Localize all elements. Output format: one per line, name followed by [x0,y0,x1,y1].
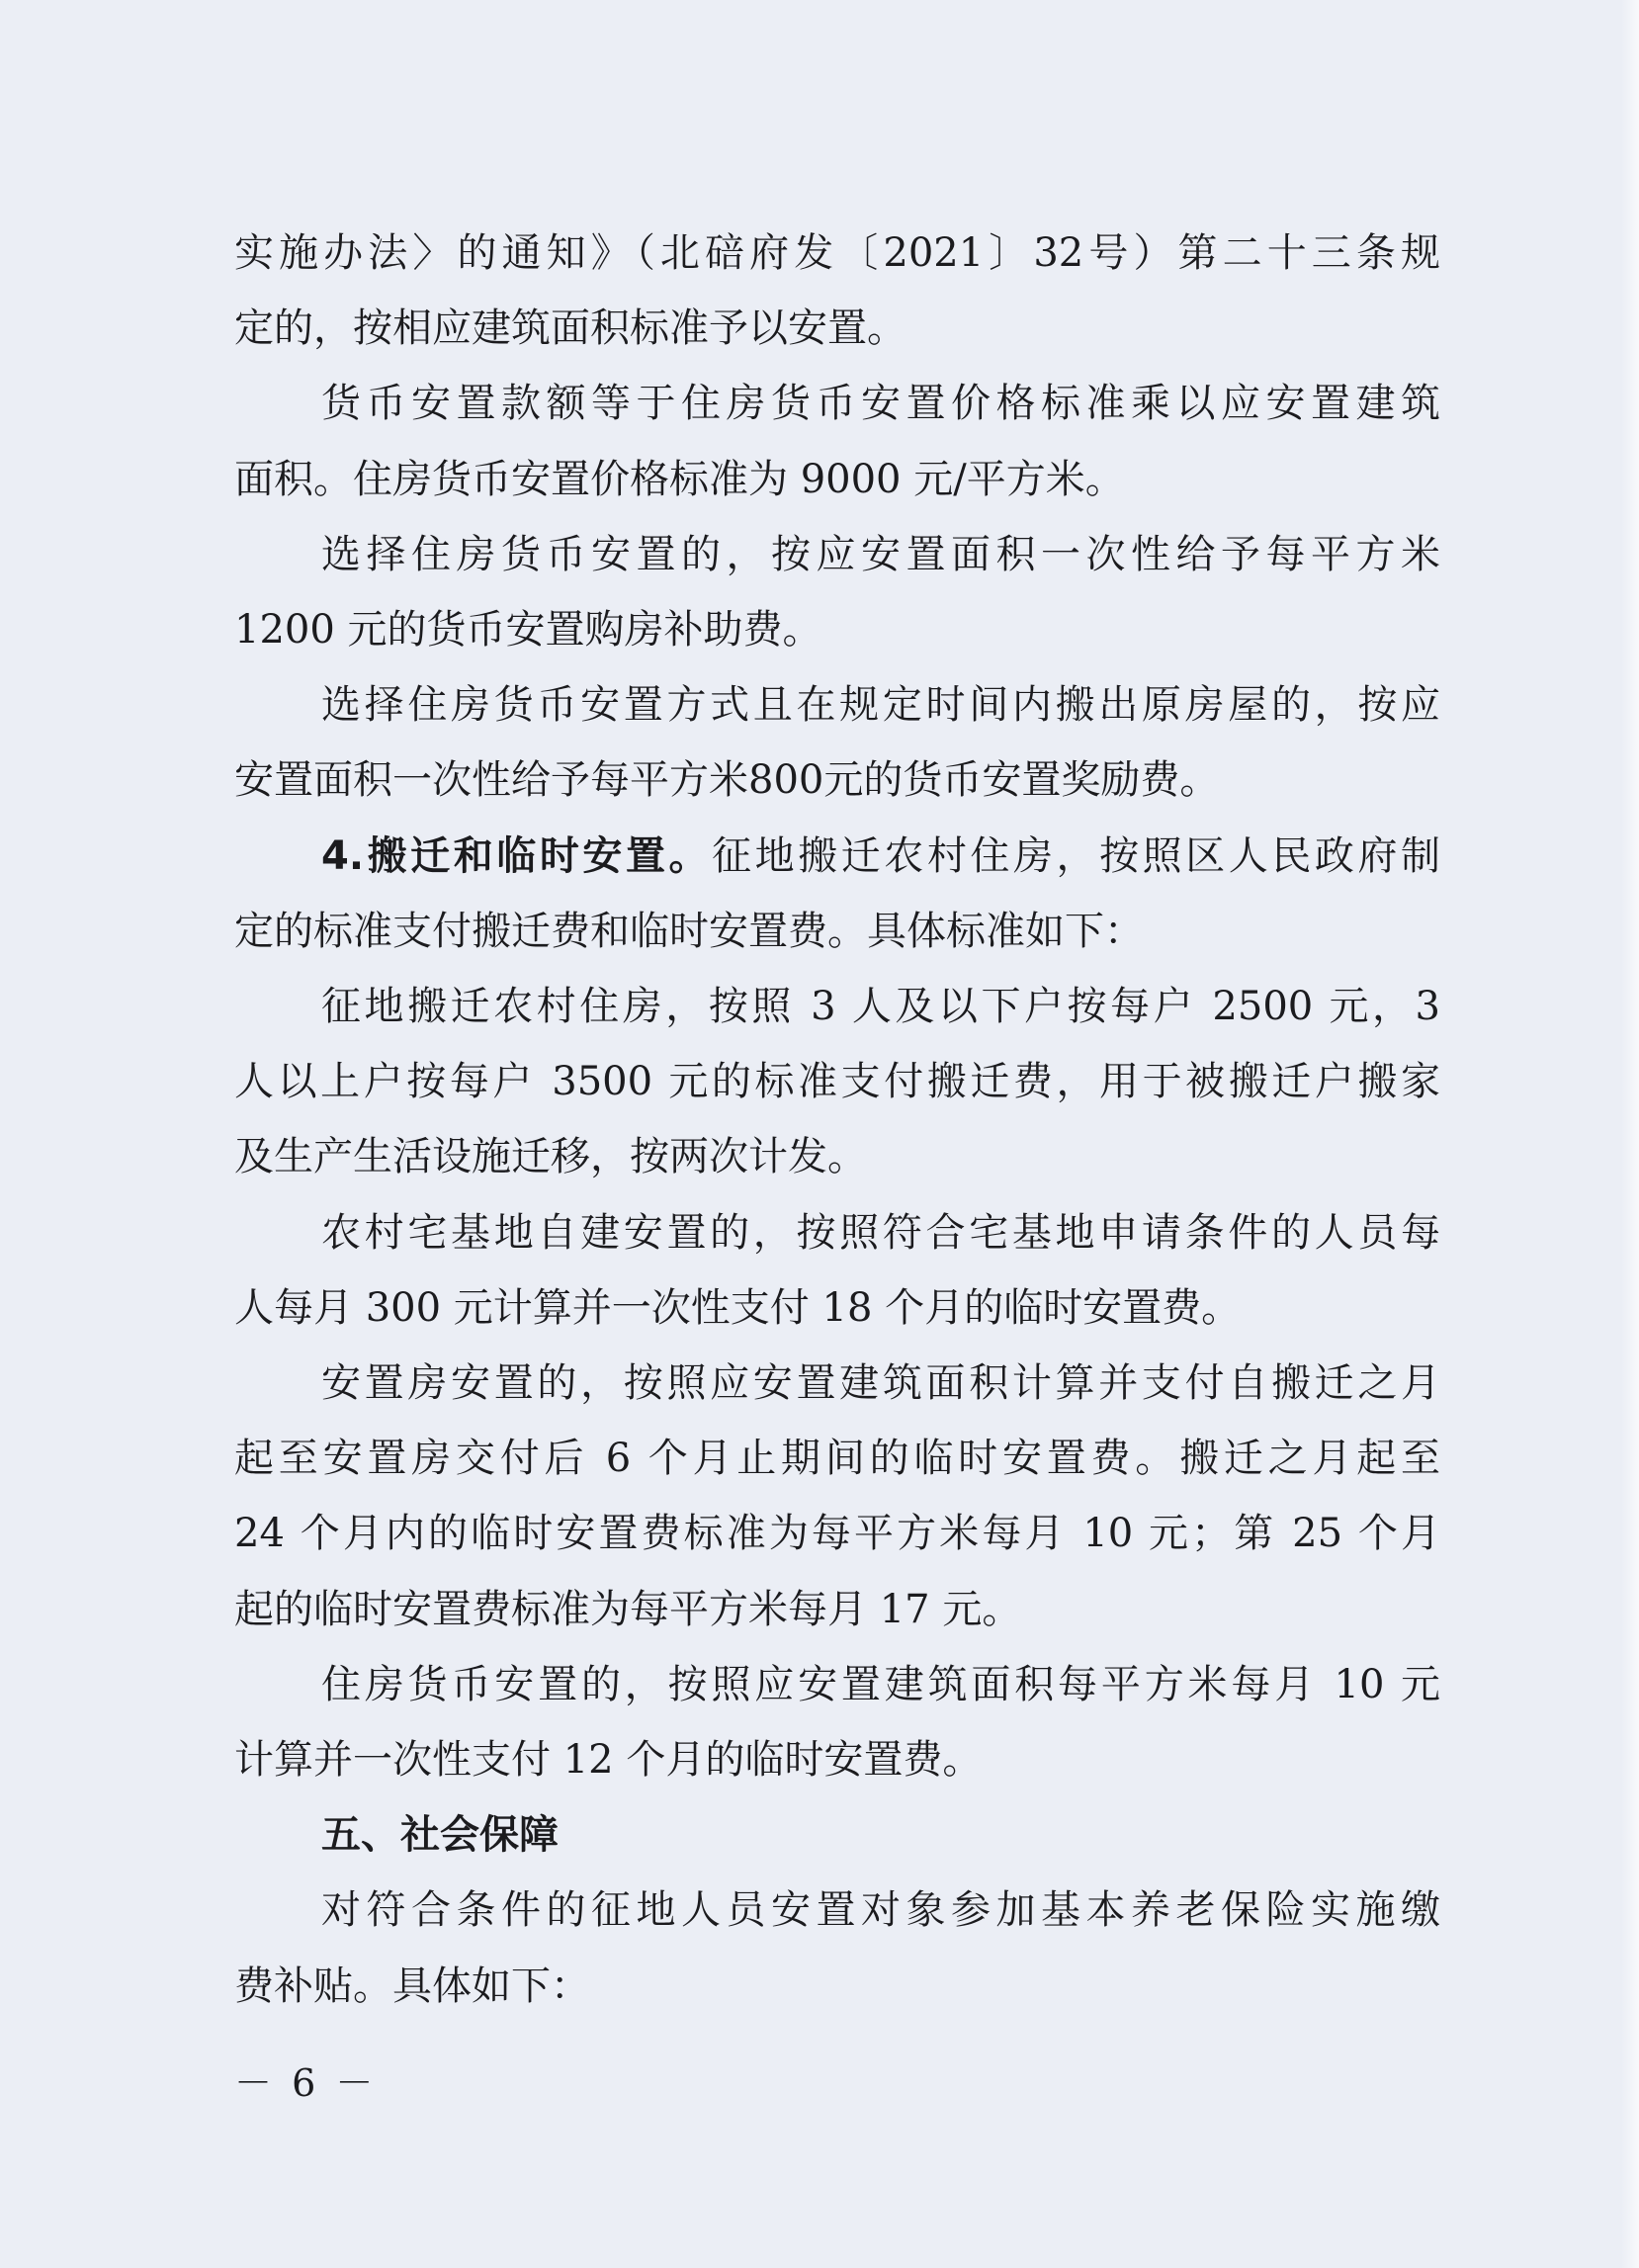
text-line: 定的标准支付搬迁费和临时安置费。具体标准如下： [234,908,1144,954]
paragraph [234,366,1440,441]
text-line: 费补贴。具体如下： [234,1963,590,2009]
paragraph [234,894,1440,969]
paragraph [234,1722,1440,1797]
paragraph [234,1119,1440,1194]
paragraph [234,1044,1440,1119]
paragraph [234,517,1440,592]
text-line: 面积。住房货币安置价格标准为 9000 元/平方米。 [234,456,1125,502]
paragraph [234,742,1440,818]
paragraph [234,1346,1440,1421]
subsection-heading: 4.搬迁和临时安置。 [321,832,713,879]
text-line: 起的临时安置费标准为每平方米每月 17 元。 [234,1586,1022,1632]
section-heading [234,1797,1440,1873]
paragraph [234,216,1440,291]
section-heading-text: 五、社会保障 [321,1812,559,1859]
paragraph [234,1270,1440,1346]
paragraph [234,969,1440,1044]
text-line: 人每月 300 元计算并一次性支付 18 个月的临时安置费。 [234,1284,1242,1331]
paragraph [234,1647,1440,1722]
text-line: 实施办法〉的通知》（北碚府发〔2021〕32号）第二十三条规 [234,230,1440,276]
text-line: 定的，按相应建筑面积标准予以安置。 [234,305,906,352]
text-line: 征地搬迁农村住房，按照 3 人及以下户按每户 2500 元，3 [321,984,1440,1030]
paragraph [234,1195,1440,1270]
paragraph [234,1572,1440,1647]
text-line: 起至安置房交付后 6 个月止期间的临时安置费。搬迁之月起至 [234,1436,1440,1482]
text-line: 计算并一次性支付 12 个月的临时安置费。 [234,1737,983,1784]
text-line: 选择住房货币安置的，按应安置面积一次性给予每平方米 [321,531,1440,577]
text-line: 及生产生活设施迁移，按两次计发。 [234,1134,867,1180]
text-line: 对符合条件的征地人员安置对象参加基本养老保险实施缴 [321,1887,1440,1934]
text-line: 1200 元的货币安置购房补助费。 [234,607,822,654]
text-line: 安置面积一次性给予每平方米800元的货币安置奖励费。 [234,757,1220,804]
page-number: － 6 － [234,2061,378,2105]
paragraph [234,1949,1440,2024]
text-line: 选择住房货币安置方式且在规定时间内搬出原房屋的，按应 [321,682,1440,729]
paragraph [234,442,1440,517]
text-line: 人以上户按每户 3500 元的标准支付搬迁费，用于被搬迁户搬家 [234,1059,1440,1105]
paragraph [234,667,1440,742]
text-line: 24 个月内的临时安置费标准为每平方米每月 10 元；第 25 个月 [234,1511,1440,1557]
text-line: 货币安置款额等于住房货币安置价格标准乘以应安置建筑 [321,381,1440,427]
paragraph [234,1421,1440,1496]
text-line: 安置房安置的，按照应安置建筑面积计算并支付自搬迁之月 [321,1360,1440,1407]
paragraph [234,291,1440,366]
paragraph [234,1873,1440,1948]
paragraph [234,1496,1440,1571]
text-line: 农村宅基地自建安置的，按照符合宅基地申请条件的人员每 [321,1209,1440,1256]
document-body [234,216,1440,2024]
paragraph [234,592,1440,667]
text-line: 住房货币安置的，按照应安置建筑面积每平方米每月 10 元 [321,1661,1440,1707]
text-line: 征地搬迁农村住房，按照区人民政府制 [712,832,1441,879]
paragraph [234,819,1440,894]
